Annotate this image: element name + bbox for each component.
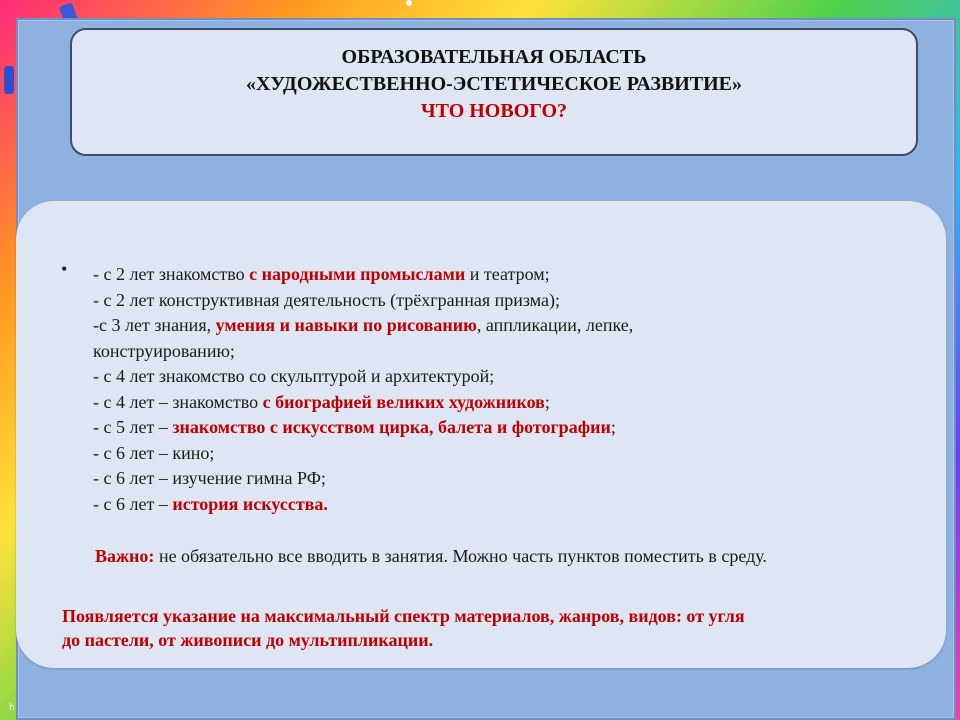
decor-shape — [406, 0, 412, 6]
list-text: - с 2 лет конструктивная деятельность (трёхгранная призма); — [93, 289, 560, 310]
list-text: , аппликации, лепке, — [476, 315, 634, 335]
list-text: -с 3 лет знания, — [93, 315, 216, 335]
list-item — [93, 262, 913, 288]
title-line-2: «ХУДОЖЕСТВЕННО-ЭСТЕТИЧЕСКОЕ РАЗВИТИЕ» — [245, 73, 743, 95]
list-text: конструированию; — [93, 340, 235, 361]
list-item — [93, 415, 913, 441]
list-text: - с 4 лет – знакомство — [93, 391, 263, 412]
highlighted-text: знакомство с искусством цирка, балета и фотографии — [172, 417, 611, 437]
decor-shape — [4, 66, 14, 94]
important-note — [95, 546, 767, 567]
list-item — [93, 492, 913, 518]
list-item — [93, 288, 913, 314]
title-box — [70, 28, 918, 156]
note-text: не обязательно все вводить в занятия. Можно часть пунктов поместить в среду. — [154, 546, 767, 566]
list-item — [93, 313, 913, 339]
list-text: - с 6 лет – — [93, 493, 173, 514]
highlighted-text: с народными промыслами — [249, 264, 466, 284]
age-list — [93, 262, 913, 517]
highlighted-text: умения и навыки по рисованию — [215, 315, 477, 335]
list-item — [93, 441, 913, 467]
conclusion-line-2: до пастели, от живописи до мультипликации. — [62, 630, 434, 650]
conclusion-line-1: Появляется указание на максимальный спектр материалов, жанров, видов: от угля — [62, 606, 745, 626]
list-item — [93, 390, 913, 416]
list-text: - с 2 лет знакомство — [93, 264, 250, 284]
list-text: - с 4 лет знакомство со скульптурой и архитектурой; — [93, 366, 495, 386]
list-item — [93, 364, 913, 390]
title-line-1: ОБРАЗОВАТЕЛЬНАЯ ОБЛАСТЬ — [341, 46, 647, 68]
list-text: - с 6 лет – кино; — [93, 442, 215, 463]
list-text: - с 5 лет – — [93, 417, 173, 437]
list-text: - с 6 лет – изучение гимна РФ; — [93, 468, 326, 488]
conclusion-text — [62, 604, 902, 652]
corner-mark: h — [9, 703, 15, 713]
highlighted-text: с биографией великих художников — [262, 391, 545, 412]
note-label: Важно: — [95, 546, 155, 566]
list-text: и театром; — [465, 264, 550, 284]
list-item — [93, 339, 913, 365]
list-item — [93, 466, 913, 492]
list-text: ; — [610, 417, 616, 437]
list-text: ; — [544, 391, 550, 412]
title-line-3: ЧТО НОВОГО? — [420, 100, 568, 122]
list-bullet: • — [61, 259, 68, 279]
highlighted-text: история искусства. — [172, 493, 328, 514]
